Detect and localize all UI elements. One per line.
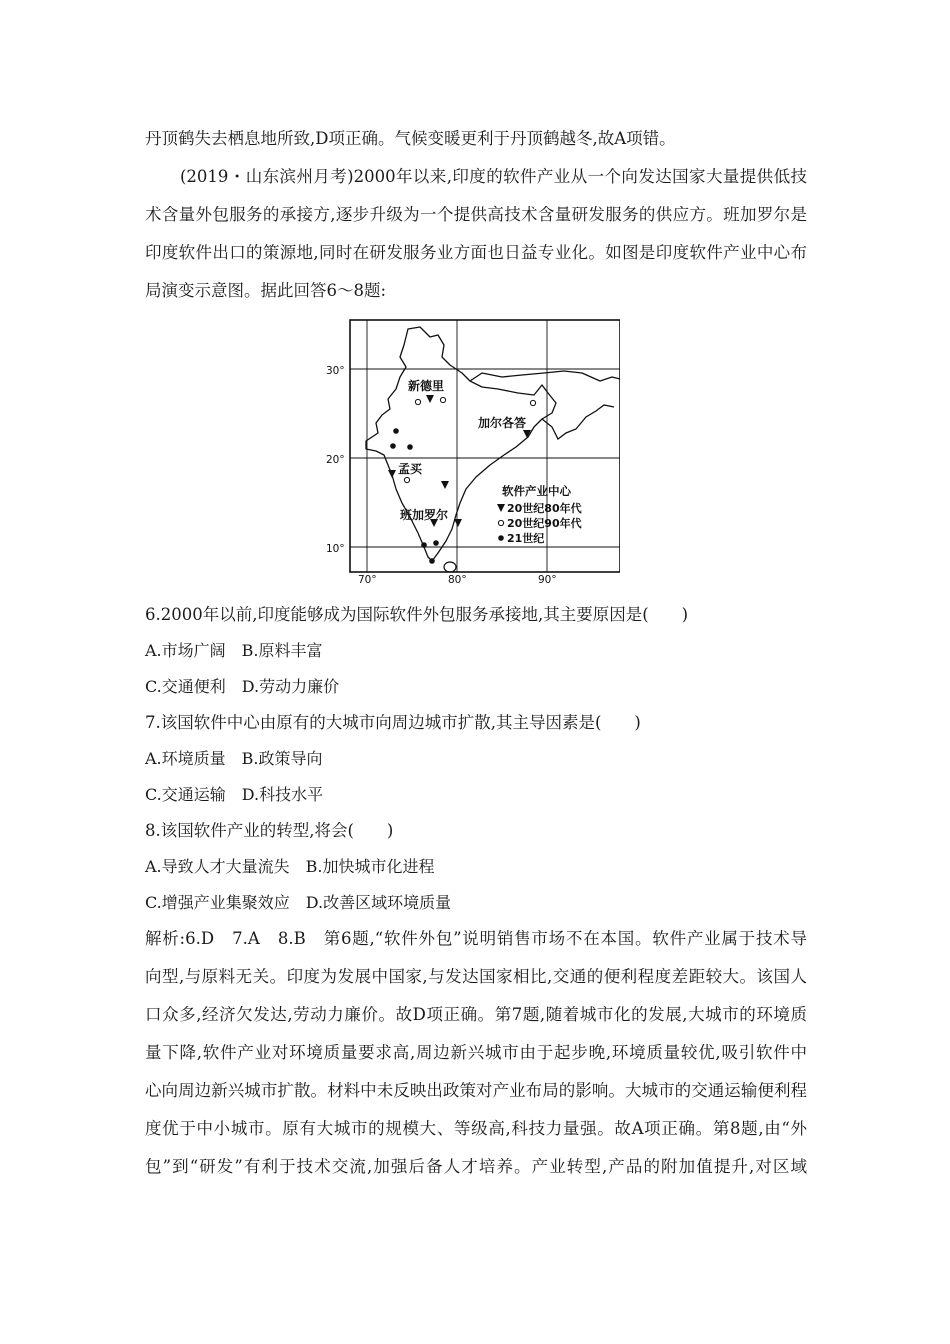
legend-label-21c: 21世纪	[507, 532, 545, 545]
intro-line-3: 印度软件出口的策源地,同时在研发服务业方面也日益专业化。如图是印度软件产业中心布	[145, 243, 807, 262]
center-1980s-new-delhi	[426, 395, 434, 403]
intro-line-1: (2019・山东滨州月考)2000年以来,印度的软件产业从一个向发达国家大量提供低技	[180, 167, 807, 186]
legend-label-1980s: 20世纪80年代	[507, 502, 582, 515]
analysis-line-1: 解析:6.D 7.A 8.B 第6题,“软件外包”说明销售市场不在本国。软件产业属于技术导	[145, 929, 807, 948]
center-1980s-chennai	[454, 519, 462, 527]
question-6-stem: 6.2000年以前,印度能够成为国际软件外包服务承接地,其主要原因是( )	[145, 605, 689, 624]
legend-symbol-1990s	[498, 520, 503, 525]
question-8-options-2: C.增强产业集聚效应 D.改善区域环境质量	[145, 893, 452, 912]
legend-symbol-21c	[498, 535, 504, 541]
city-label-bangalore: 班加罗尔	[400, 508, 449, 522]
center-1990s-2	[440, 397, 445, 402]
center-1990s-1	[415, 399, 420, 404]
lon-label-70: 70°	[358, 574, 377, 583]
analysis-line-2: 向型,与原料无关。印度为发展中国家,与发达国家相比,交通的便利程度差距较大。该国人	[145, 967, 807, 986]
analysis-line-6: 度优于中小城市。原有大城市的规模大、等级高,科技力量强。故A项正确。第8题,由“外	[145, 1119, 807, 1138]
analysis-line-4: 量下降,软件产业对环境质量要求高,周边新兴城市由于起步晚,环境质量较优,吸引软件中	[145, 1043, 807, 1062]
center-1980s-mumbai	[388, 470, 396, 478]
center-21c-3	[407, 444, 413, 450]
center-1980s-hyderabad	[441, 481, 449, 489]
lon-label-90: 90°	[538, 574, 557, 583]
intro-line-4: 局演变示意图。据此回答6～8题:	[145, 281, 387, 300]
city-label-mumbai: 孟买	[398, 462, 423, 476]
question-7-stem: 7.该国软件中心由原有的大城市向周边城市扩散,其主导因素是( )	[145, 713, 641, 732]
city-label-new-delhi: 新德里	[408, 379, 445, 393]
center-21c-5	[433, 540, 439, 546]
analysis-line-5: 心向周边新兴城市扩散。材料中未反映出政策对产业布局的影响。大城市的交通运输便利程	[145, 1081, 807, 1100]
legend-label-1990s: 20世纪90年代	[507, 517, 582, 530]
lon-label-80: 80°	[448, 574, 467, 583]
question-6-options-1: A.市场广阔 B.原料丰富	[145, 641, 323, 660]
lat-label-30: 30°	[326, 365, 345, 377]
question-8-stem: 8.该国软件产业的转型,将会( )	[145, 821, 394, 840]
northern-border	[470, 371, 620, 381]
analysis-line-3: 口众多,经济欠发达,劳动力廉价。故D项正确。第7题,随着城市化的发展,大城市的环境质	[145, 1005, 807, 1024]
analysis-line-7: 包”到“研发”有利于技术交流,加强后备人才培养。产业转型,产品的附加值提升,对区域	[145, 1157, 807, 1176]
question-8-options-1: A.导致人才大量流失 B.加快城市化进程	[145, 857, 435, 876]
legend-title: 软件产业中心	[502, 484, 571, 498]
center-1990s-3	[530, 400, 535, 405]
lat-label-20: 20°	[326, 454, 345, 466]
sri-lanka	[444, 562, 456, 572]
question-7-options-1: A.环境质量 B.政策导向	[145, 749, 323, 768]
question-7-options-2: C.交通运输 D.科技水平	[145, 785, 324, 804]
india-software-map	[320, 315, 620, 583]
center-21c-6	[429, 558, 435, 564]
question-6-options-2: C.交通便利 D.劳动力廉价	[145, 677, 340, 696]
center-1990s-4	[404, 477, 409, 482]
center-21c-1	[393, 428, 399, 434]
lat-label-10: 10°	[326, 543, 345, 555]
center-21c-4	[421, 542, 427, 548]
center-21c-2	[390, 443, 396, 449]
paragraph-top: 丹顶鹤失去栖息地所致,D项正确。气候变暖更利于丹顶鹤越冬,故A项错。	[145, 129, 676, 148]
legend-symbol-1980s	[497, 504, 505, 512]
intro-line-2: 术含量外包服务的承接方,逐步升级为一个提供高技术含量研发服务的供应方。班加罗尔是	[145, 205, 807, 224]
city-label-kolkata: 加尔各答	[478, 416, 527, 430]
